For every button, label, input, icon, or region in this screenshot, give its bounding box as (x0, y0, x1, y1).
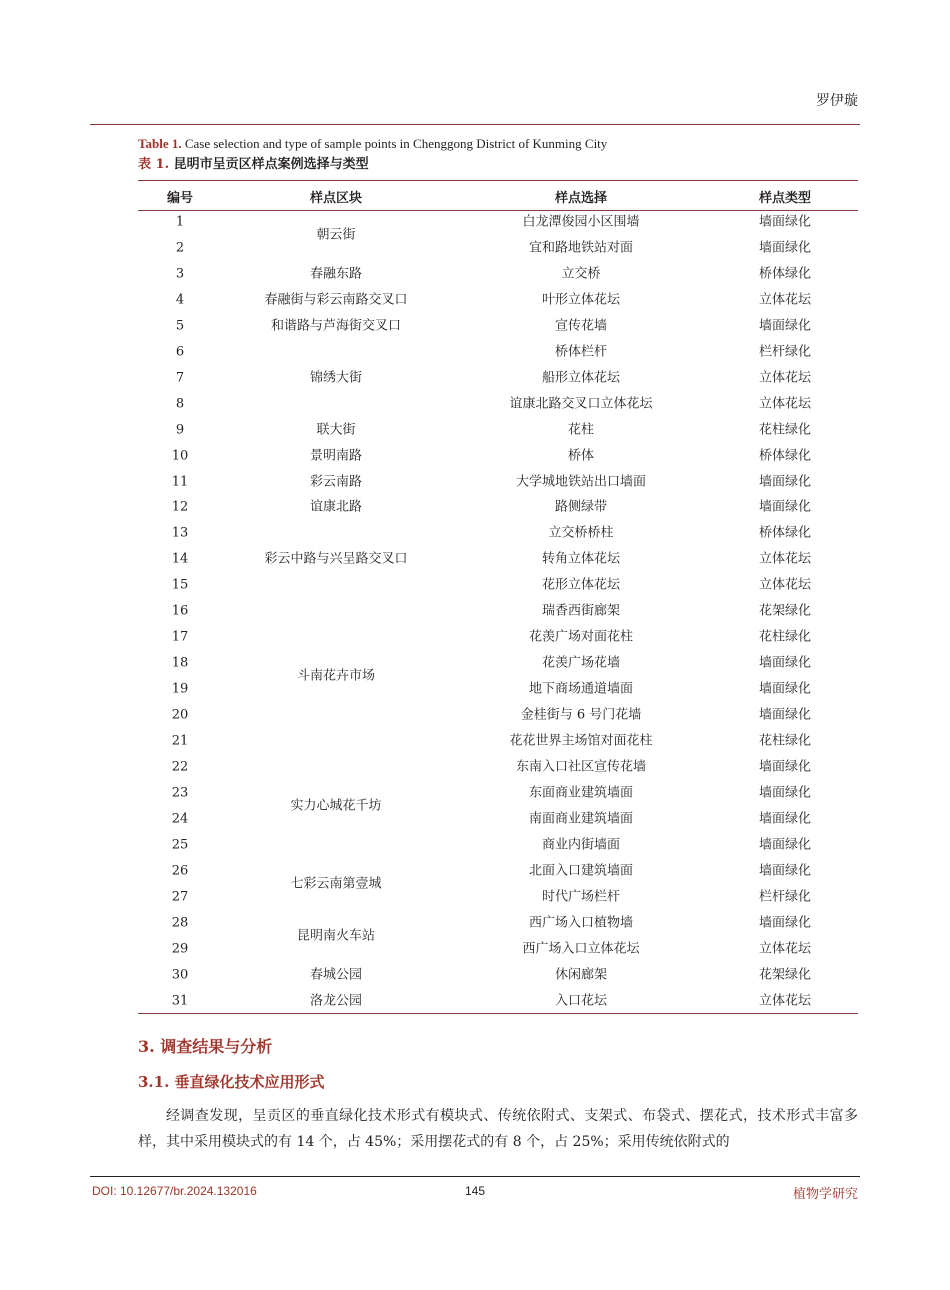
cell-sample-type: 墙面绿化 (758, 318, 812, 334)
cell-id: 27 (171, 889, 189, 905)
cell-sample-type: 桥体绿化 (758, 525, 812, 541)
footer-doi: DOI: 10.12677/br.2024.132016 (92, 1184, 257, 1198)
section-heading: 3. 调查结果与分析 (138, 1037, 273, 1056)
cell-id: 22 (171, 759, 189, 775)
cell-id: 14 (171, 551, 189, 567)
cell-sample-selection: 瑞香西街廊架 (541, 603, 621, 619)
table-header-id: 编号 (166, 191, 194, 206)
cell-sample-type: 花柱绿化 (758, 422, 812, 438)
cell-sample-selection: 立交桥桥柱 (548, 525, 614, 541)
cell-sample-selection: 白龙潭俊园小区围墙 (522, 214, 640, 230)
cell-sample-type: 墙面绿化 (758, 655, 812, 671)
cell-sample-selection: 转角立体花坛 (541, 551, 621, 567)
cell-id: 12 (171, 499, 189, 515)
cell-sample-area: 七彩云南第壹城 (290, 876, 382, 892)
sample-points-table (138, 180, 858, 1014)
cell-sample-selection: 地下商场通道墙面 (528, 681, 634, 697)
page-number: 145 (465, 1184, 486, 1198)
table-caption-en-label: Table 1. (138, 136, 182, 151)
cell-sample-type: 墙面绿化 (758, 707, 812, 723)
cell-id: 23 (171, 785, 189, 801)
table-header-rule (138, 210, 858, 211)
cell-id: 24 (171, 811, 189, 827)
cell-sample-area: 春融街与彩云南路交叉口 (264, 292, 408, 308)
cell-id: 19 (171, 681, 189, 697)
cell-sample-type: 立体花坛 (758, 993, 812, 1008)
cell-id: 16 (171, 603, 189, 619)
cell-sample-area: 昆明南火车站 (296, 928, 376, 944)
cell-sample-type: 桥体绿化 (758, 448, 812, 464)
cell-sample-type: 桥体绿化 (758, 266, 812, 282)
cell-id: 8 (175, 396, 185, 412)
cell-id: 11 (171, 474, 189, 489)
cell-id: 10 (171, 448, 189, 464)
cell-sample-selection: 商业内街墙面 (541, 837, 621, 853)
cell-sample-type: 花架绿化 (758, 603, 812, 619)
cell-sample-selection: 东面商业建筑墙面 (528, 785, 634, 801)
cell-sample-area: 斗南花卉市场 (296, 668, 376, 684)
cell-sample-area: 春融东路 (309, 266, 363, 282)
cell-sample-type: 墙面绿化 (758, 681, 812, 697)
cell-sample-selection: 花羡广场花墙 (541, 655, 621, 671)
cell-id: 3 (175, 266, 185, 282)
cell-sample-type: 墙面绿化 (758, 811, 812, 827)
cell-sample-selection: 时代广场栏杆 (541, 889, 621, 905)
cell-sample-selection: 谊康北路交叉口立体花坛 (509, 396, 653, 412)
cell-sample-area: 彩云南路 (309, 474, 363, 489)
cell-sample-type: 立体花坛 (758, 551, 812, 567)
cell-id: 26 (171, 863, 189, 879)
cell-sample-area: 朝云街 (316, 227, 356, 243)
cell-sample-type: 栏杆绿化 (758, 889, 812, 905)
cell-sample-selection: 大学城地铁站出口墙面 (515, 474, 647, 489)
cell-id: 15 (171, 577, 189, 593)
header-rule (90, 124, 860, 125)
cell-id: 13 (171, 525, 189, 541)
cell-sample-selection: 金桂街与 6 号门花墙 (520, 707, 642, 723)
body-paragraph: 经调查发现，呈贡区的垂直绿化技术形式有模块式、传统依附式、支架式、布袋式、摆花式，技术形式丰富多样，其中采用模块式的有 14 个，占 45%；采用摆花式的有 8 个，占 25%；采用传统依附式的 (138, 1108, 858, 1150)
cell-sample-selection: 宣传花墙 (554, 318, 608, 334)
cell-sample-area: 和谐路与芦海街交叉口 (270, 318, 402, 334)
table-header-type: 样点类型 (758, 191, 812, 206)
cell-sample-type: 墙面绿化 (758, 499, 812, 515)
cell-sample-type: 墙面绿化 (758, 785, 812, 801)
cell-sample-selection: 西广场入口立体花坛 (522, 941, 640, 957)
cell-sample-type: 花柱绿化 (758, 629, 812, 645)
cell-sample-selection: 东南入口社区宣传花墙 (515, 759, 647, 775)
table-caption-cn (138, 153, 369, 172)
cell-id: 5 (175, 318, 185, 334)
cell-sample-selection: 花花世界主场馆对面花柱 (509, 733, 653, 749)
cell-sample-type: 墙面绿化 (758, 915, 812, 931)
table-caption-en-text: Case selection and type of sample points in Chenggong District of Kunming City (181, 136, 608, 151)
cell-sample-type: 立体花坛 (758, 941, 812, 957)
cell-id: 21 (171, 733, 189, 749)
cell-sample-selection: 南面商业建筑墙面 (528, 811, 634, 827)
journal-name: 植物学研究 (792, 1187, 858, 1202)
cell-sample-selection: 宜和路地铁站对面 (528, 240, 634, 256)
cell-id: 20 (171, 707, 189, 723)
cell-id: 9 (175, 422, 185, 438)
cell-id: 31 (171, 993, 189, 1008)
cell-sample-selection: 船形立体花坛 (541, 370, 621, 386)
cell-sample-area: 实力心城花千坊 (290, 798, 382, 814)
cell-sample-selection: 西广场入口植物墙 (528, 915, 634, 931)
cell-sample-area: 景明南路 (309, 448, 363, 464)
footer-rule (90, 1176, 860, 1177)
cell-sample-selection: 桥体栏杆 (554, 344, 608, 360)
cell-sample-type: 立体花坛 (758, 292, 812, 308)
cell-id: 17 (171, 629, 189, 645)
cell-sample-area: 锦绣大街 (309, 370, 363, 386)
cell-sample-selection: 花柱 (567, 422, 595, 438)
cell-sample-area: 春城公园 (309, 967, 363, 983)
cell-sample-selection: 休闲廊架 (554, 967, 608, 983)
cell-sample-type: 栏杆绿化 (758, 344, 812, 360)
table-header-selection: 样点选择 (554, 191, 608, 206)
subsection-heading: 3.1. 垂直绿化技术应用形式 (138, 1073, 325, 1091)
cell-id: 7 (175, 370, 185, 386)
cell-sample-type: 立体花坛 (758, 370, 812, 386)
cell-sample-selection: 立交桥 (561, 266, 601, 282)
table-caption-en (138, 136, 607, 152)
table-header-area: 样点区块 (309, 191, 363, 206)
cell-sample-selection: 入口花坛 (554, 993, 608, 1008)
cell-id: 29 (171, 941, 189, 957)
table-caption-cn-text: 昆明市呈贡区样点案例选择与类型 (169, 157, 369, 172)
cell-sample-area: 联大街 (316, 422, 356, 438)
cell-sample-type: 花架绿化 (758, 967, 812, 983)
cell-sample-selection: 路侧绿带 (554, 499, 608, 515)
cell-sample-type: 墙面绿化 (758, 759, 812, 775)
running-header-author: 罗伊璇 (816, 93, 858, 109)
cell-id: 30 (171, 967, 189, 983)
cell-id: 2 (175, 240, 185, 256)
cell-sample-area: 彩云中路与兴呈路交叉口 (264, 551, 408, 567)
cell-sample-area: 谊康北路 (309, 499, 363, 515)
cell-sample-type: 立体花坛 (758, 577, 812, 593)
cell-sample-type: 墙面绿化 (758, 474, 812, 489)
cell-id: 6 (175, 344, 185, 360)
cell-sample-selection: 叶形立体花坛 (541, 292, 621, 308)
cell-sample-type: 花柱绿化 (758, 733, 812, 749)
cell-sample-selection: 花羡广场对面花柱 (528, 629, 634, 645)
cell-sample-selection: 桥体 (567, 448, 595, 464)
table-caption-cn-label: 表 1. (138, 157, 170, 172)
cell-id: 18 (171, 655, 189, 671)
cell-id: 28 (171, 915, 189, 931)
cell-sample-type: 墙面绿化 (758, 837, 812, 853)
cell-sample-selection: 花形立体花坛 (541, 577, 621, 593)
cell-id: 25 (171, 837, 189, 853)
cell-id: 4 (175, 292, 185, 308)
cell-sample-type: 墙面绿化 (758, 240, 812, 256)
cell-sample-selection: 北面入口建筑墙面 (528, 863, 634, 879)
cell-sample-area: 洛龙公园 (309, 993, 363, 1008)
cell-sample-type: 墙面绿化 (758, 214, 812, 230)
cell-sample-type: 墙面绿化 (758, 863, 812, 879)
cell-id: 1 (175, 214, 185, 230)
cell-sample-type: 立体花坛 (758, 396, 812, 412)
